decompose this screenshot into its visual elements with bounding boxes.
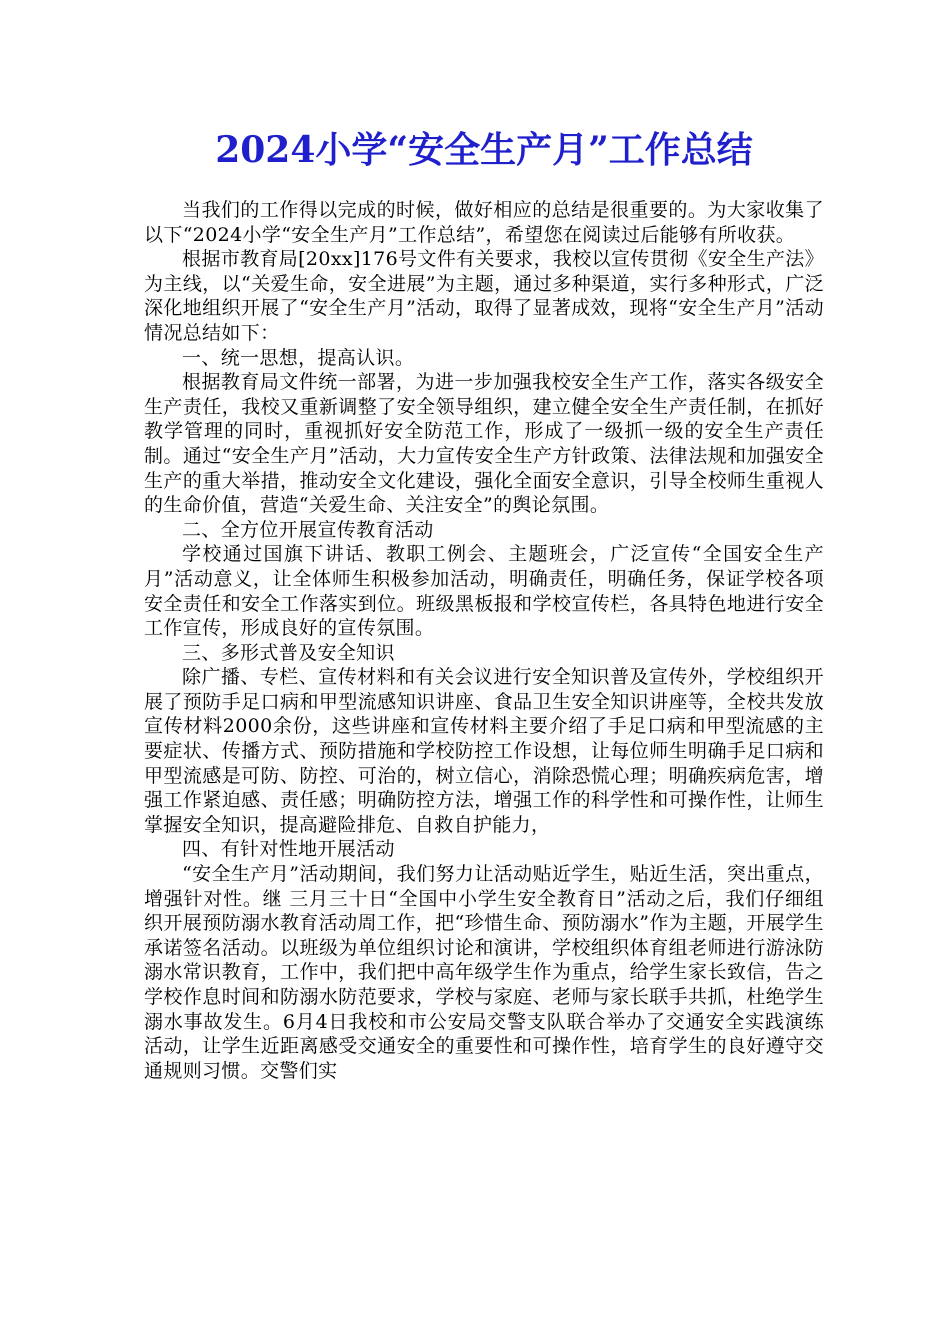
paragraph-intro: 当我们的工作得以完成的时候，做好相应的总结是很重要的。为大家收集了以下“2024小学“安全生产月”工作总结”，希望您在阅读过后能够有所收获。 bbox=[144, 199, 824, 246]
paragraph-background: 根据市教育局[20xx]176号文件有关要求，我校以宣传贯彻《安全生产法》为主线，以“关爱生命，安全进展”为主题，通过多种渠道，实行多种形式，广泛深化地组织开展了“安全生产月”活动，取得了显著成效，现将“安全生产月”活动情况总结如下： bbox=[144, 248, 824, 344]
section-heading-1: 一、统一思想，提高认识。 bbox=[182, 346, 415, 369]
document-title: 2024小学“安全生产月”工作总结 bbox=[215, 129, 753, 171]
paragraph-section-4: “安全生产月”活动期间，我们努力让活动贴近学生，贴近生活，突出重点，增强针对性。继 三月三十日“全国中小学生安全教育日”活动之后，我们仔细组织开展预防溺水教育活动周工作，把“珍惜生命、预防溺水”作为主题，开展学生承诺签名活动。以班级为单位组织讨论和演讲，学校组织体育组老师进行游泳防溺水常识教育，工作中，我们把中高年级学生作为重点，给学生家长致信，告之学校作息时间和防溺水防范要求，学校与家庭、老师与家长联手共抓，杜绝学生溺水事故发生。6月4日我校和市公安局交警支队联合举办了交通安全实践演练活动，让学生近距离感受交通安全的重要性和可操作性，培育学生的良好遵守交通规则习惯。交警们实 bbox=[144, 863, 824, 1082]
section-heading-4: 四、有针对性地开展活动 bbox=[182, 838, 395, 861]
section-heading-2: 二、全方位开展宣传教育活动 bbox=[182, 518, 434, 541]
paragraph-section-3: 除广播、专栏、宣传材料和有关会议进行安全知识普及宣传外，学校组织开展了预防手足口病和甲型流感知识讲座、食品卫生安全知识讲座等，全校共发放宣传材料2000余份，这些讲座和宣传材料主要介绍了手足口病和甲型流感的主要症状、传播方式、预防措施和学校防控工作设想，让每位师生明确手足口病和甲型流感是可防、防控、可治的，树立信心，消除恐慌心理；明确疾病危害，增强工作紧迫感、责任感；明确防控方法，增强工作的科学性和可操作性，让师生掌握安全知识，提高避险排危、自救自护能力， bbox=[144, 666, 824, 836]
section-heading-3: 三、多形式普及安全知识 bbox=[182, 641, 395, 664]
paragraph-section-2: 学校通过国旗下讲话、教职工例会、主题班会，广泛宣传“全国安全生产月”活动意义，让全体师生积极参加活动，明确责任，明确任务，保证学校各项安全责任和安全工作落实到位。班级黑板报和学校宣传栏，各具特色地进行安全工作宣传，形成良好的宣传氛围。 bbox=[144, 543, 824, 640]
document-body bbox=[144, 198, 824, 1083]
document-page bbox=[144, 120, 824, 1083]
paragraph-section-1: 根据教育局文件统一部署，为进一步加强我校安全生产工作，落实各级安全生产责任，我校又重新调整了安全领导组织，建立健全安全生产责任制，在抓好教学管理的同时，重视抓好安全防范工作，形成了一级抓一级的安全生产责任制。通过“安全生产月”活动，大力宣传安全生产方针政策、法律法规和加强安全生产的重大举措，推动安全文化建设，强化全面安全意识，引导全校师生重视人的生命价值，营造“关爱生命、关注安全”的舆论氛围。 bbox=[144, 371, 824, 517]
